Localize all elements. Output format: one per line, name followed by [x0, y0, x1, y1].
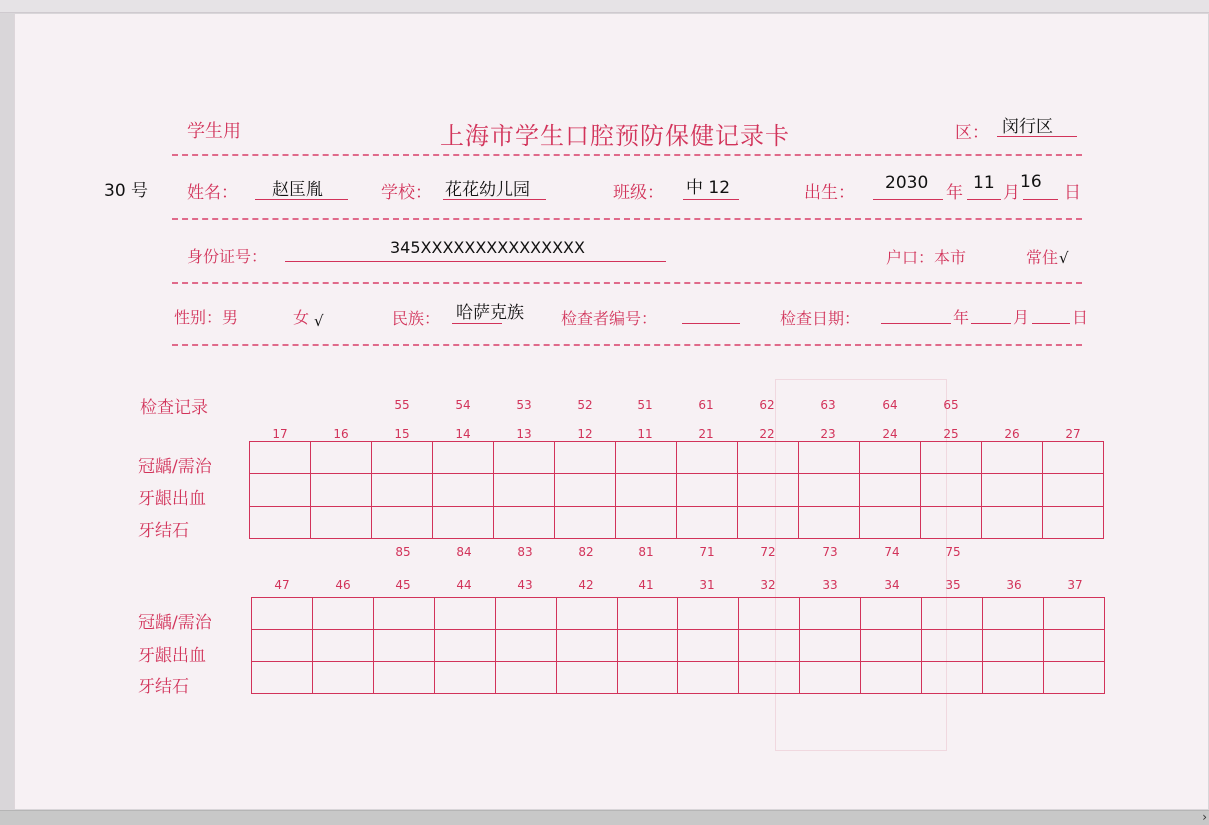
divider-3: [172, 282, 1082, 284]
lower-exam-grid: [251, 597, 1105, 694]
id-underline: [285, 261, 666, 262]
grid-cell[interactable]: [922, 598, 983, 630]
tooth-number: 47: [274, 578, 290, 592]
tooth-number: 85: [395, 545, 411, 559]
name-label: 姓名：: [187, 183, 238, 203]
tooth-number: 52: [577, 398, 593, 412]
tooth-number: 73: [822, 545, 838, 559]
grid-cell[interactable]: [373, 598, 434, 630]
exam-month-char: 月: [1013, 308, 1030, 327]
grid-cell[interactable]: [250, 474, 311, 506]
grid-cell[interactable]: [494, 506, 555, 538]
tooth-number: 75: [945, 545, 961, 559]
birth-day-char: 日: [1064, 183, 1081, 203]
ethnicity-value: 哈萨克族: [456, 303, 524, 323]
grid-cell[interactable]: [312, 630, 373, 662]
grid-cell[interactable]: [252, 662, 313, 694]
class-value: 中 12: [686, 178, 731, 198]
birth-label: 出生：: [804, 183, 855, 203]
ethnicity-label: 民族：: [392, 309, 441, 328]
birth-day: 16: [1020, 172, 1042, 192]
tooth-number: 32: [760, 578, 776, 592]
exam-year-underline: [881, 323, 951, 324]
tooth-number: 62: [759, 398, 775, 412]
grid-cell[interactable]: [860, 442, 921, 474]
grid-cell[interactable]: [311, 506, 372, 538]
grid-cell[interactable]: [617, 598, 678, 630]
tooth-number: 36: [1006, 578, 1022, 592]
id-value: 345XXXXXXXXXXXXXXX: [390, 238, 585, 257]
tooth-number: 33: [822, 578, 838, 592]
tooth-number: 64: [882, 398, 898, 412]
exam-day-char: 日: [1072, 308, 1089, 327]
grid-cell[interactable]: [860, 474, 921, 506]
class-underline: [683, 199, 739, 200]
grid-cell[interactable]: [861, 630, 922, 662]
grid-cell[interactable]: [372, 506, 433, 538]
tooth-number: 44: [456, 578, 472, 592]
grid-cell[interactable]: [982, 474, 1043, 506]
grid-cell[interactable]: [982, 506, 1043, 538]
grid-cell[interactable]: [555, 442, 616, 474]
grid-cell[interactable]: [921, 474, 982, 506]
grid-cell[interactable]: [617, 630, 678, 662]
tooth-number: 72: [760, 545, 776, 559]
gender-label: 性别：男: [174, 308, 239, 327]
birth-month-char: 月: [1003, 183, 1020, 203]
grid-cell[interactable]: [252, 598, 313, 630]
grid-cell[interactable]: [1043, 442, 1104, 474]
grid-cell[interactable]: [617, 662, 678, 694]
table-row: [250, 474, 1104, 506]
record-label: 检查记录: [140, 398, 208, 418]
tooth-number: 25: [943, 427, 959, 441]
tooth-number: 31: [699, 578, 715, 592]
grid-cell[interactable]: [921, 442, 982, 474]
tooth-number: 35: [945, 578, 961, 592]
examiner-underline: [682, 323, 740, 324]
tooth-number: 83: [517, 545, 533, 559]
birth-year-char: 年: [946, 183, 963, 203]
grid-cell[interactable]: [1043, 630, 1104, 662]
tooth-number: 54: [455, 398, 471, 412]
birth-month: 11: [973, 173, 995, 193]
grid-cell[interactable]: [555, 474, 616, 506]
grid-cell[interactable]: [372, 474, 433, 506]
grid-cell[interactable]: [678, 662, 739, 694]
hukou-resident: 常住: [1026, 248, 1059, 267]
grid-cell[interactable]: [738, 442, 799, 474]
grid-cell[interactable]: [433, 506, 494, 538]
grid-cell[interactable]: [434, 598, 495, 630]
grid-cell[interactable]: [677, 506, 738, 538]
grid-cell[interactable]: [434, 662, 495, 694]
upper-row-label-calculus: 牙结石: [138, 521, 189, 541]
tooth-number: 74: [884, 545, 900, 559]
school-value: 花花幼儿园: [445, 180, 530, 200]
grid-cell[interactable]: [861, 598, 922, 630]
grid-cell[interactable]: [678, 630, 739, 662]
tooth-number: 15: [394, 427, 410, 441]
grid-cell[interactable]: [250, 506, 311, 538]
tooth-number: 21: [698, 427, 714, 441]
grid-cell[interactable]: [861, 662, 922, 694]
grid-cell[interactable]: [677, 474, 738, 506]
tooth-number: 16: [333, 427, 349, 441]
class-label: 班级：: [613, 183, 664, 203]
grid-cell[interactable]: [800, 662, 861, 694]
divider-4: [172, 344, 1082, 346]
reverse-side-bleed: [775, 379, 947, 751]
grid-cell[interactable]: [616, 474, 677, 506]
grid-cell[interactable]: [252, 630, 313, 662]
divider-2: [172, 218, 1082, 220]
lower-row-label-calculus: 牙结石: [138, 677, 189, 697]
grid-cell[interactable]: [860, 506, 921, 538]
district-underline: [997, 136, 1077, 137]
grid-cell[interactable]: [556, 598, 617, 630]
grid-cell[interactable]: [799, 474, 860, 506]
tooth-number: 13: [516, 427, 532, 441]
grid-cell[interactable]: [495, 598, 556, 630]
grid-cell[interactable]: [312, 662, 373, 694]
grid-cell[interactable]: [250, 442, 311, 474]
grid-cell[interactable]: [800, 630, 861, 662]
birth-day-underline: [1023, 199, 1058, 200]
grid-cell[interactable]: [678, 598, 739, 630]
grid-cell[interactable]: [555, 506, 616, 538]
tooth-number: 22: [759, 427, 775, 441]
card-title: 上海市学生口腔预防保健记录卡: [440, 122, 790, 150]
grid-cell[interactable]: [799, 442, 860, 474]
grid-cell[interactable]: [311, 442, 372, 474]
hukou-label: 户口：本市: [886, 248, 967, 267]
tooth-number: 27: [1065, 427, 1081, 441]
tooth-number: 55: [394, 398, 410, 412]
name-underline: [255, 199, 348, 200]
grid-cell[interactable]: [311, 474, 372, 506]
ethnicity-underline: [452, 323, 502, 324]
exam-month-underline: [971, 323, 1011, 324]
grid-cell[interactable]: [738, 506, 799, 538]
grid-cell[interactable]: [739, 598, 800, 630]
tooth-number: 61: [698, 398, 714, 412]
tooth-number: 81: [638, 545, 654, 559]
table-row: [250, 506, 1104, 538]
grid-cell[interactable]: [739, 662, 800, 694]
grid-cell[interactable]: [1043, 506, 1104, 538]
grid-cell[interactable]: [495, 630, 556, 662]
gender-check: √: [314, 312, 324, 330]
tooth-number: 24: [882, 427, 898, 441]
exam-year-char: 年: [953, 308, 970, 327]
district-label: 区：: [955, 123, 989, 143]
grid-cell[interactable]: [922, 662, 983, 694]
id-label: 身份证号：: [187, 247, 268, 266]
tooth-number: 65: [943, 398, 959, 412]
gender-female: 女: [293, 308, 310, 327]
tooth-number: 14: [455, 427, 471, 441]
grid-cell[interactable]: [677, 442, 738, 474]
tooth-number: 45: [395, 578, 411, 592]
grid-cell[interactable]: [982, 442, 1043, 474]
examiner-label: 检查者编号：: [561, 309, 658, 328]
tooth-number: 42: [578, 578, 594, 592]
tooth-number: 46: [335, 578, 351, 592]
hukou-check: √: [1059, 249, 1069, 267]
table-row: [252, 630, 1105, 662]
record-card: [14, 14, 1208, 809]
name-value: 赵匡胤: [272, 180, 323, 200]
exam-date-label: 检查日期：: [780, 309, 861, 328]
grid-cell[interactable]: [800, 598, 861, 630]
grid-cell[interactable]: [373, 630, 434, 662]
lower-row-label-bleeding: 牙龈出血: [138, 646, 206, 666]
birth-year: 2030: [885, 173, 929, 193]
grid-cell[interactable]: [738, 474, 799, 506]
district-value: 闵行区: [1002, 117, 1053, 137]
exam-day-underline: [1032, 323, 1070, 324]
table-row: [252, 662, 1105, 694]
lower-row-label-caries: 冠龋/需治: [138, 613, 212, 633]
tooth-number: 23: [820, 427, 836, 441]
grid-cell[interactable]: [312, 598, 373, 630]
grid-cell[interactable]: [556, 630, 617, 662]
grid-cell[interactable]: [921, 506, 982, 538]
grid-cell[interactable]: [433, 442, 494, 474]
tooth-number: 37: [1067, 578, 1083, 592]
tooth-number: 71: [699, 545, 715, 559]
grid-cell[interactable]: [739, 630, 800, 662]
grid-cell[interactable]: [494, 442, 555, 474]
grid-cell[interactable]: [922, 630, 983, 662]
grid-cell[interactable]: [1043, 474, 1104, 506]
grid-cell[interactable]: [983, 598, 1044, 630]
grid-cell[interactable]: [494, 474, 555, 506]
table-row: [250, 442, 1104, 474]
grid-cell[interactable]: [372, 442, 433, 474]
number-note: 30 号: [104, 181, 149, 201]
upper-row-label-bleeding: 牙龈出血: [138, 489, 206, 509]
grid-cell[interactable]: [556, 662, 617, 694]
tooth-number: 41: [638, 578, 654, 592]
birth-month-underline: [967, 199, 1001, 200]
tooth-number: 17: [272, 427, 288, 441]
school-underline: [443, 199, 546, 200]
upper-exam-grid: [249, 441, 1104, 539]
grid-cell[interactable]: [434, 630, 495, 662]
upper-row-label-caries: 冠龋/需治: [138, 457, 212, 477]
top-page-edge: [0, 0, 1209, 13]
grid-cell[interactable]: [1043, 598, 1104, 630]
birth-year-underline: [873, 199, 943, 200]
scroll-right-icon[interactable]: ›: [1202, 810, 1207, 824]
grid-cell[interactable]: [983, 630, 1044, 662]
tooth-number: 26: [1004, 427, 1020, 441]
tooth-number: 12: [577, 427, 593, 441]
tooth-number: 11: [637, 427, 653, 441]
divider-1: [172, 154, 1082, 156]
table-row: [252, 598, 1105, 630]
grid-cell[interactable]: [433, 474, 494, 506]
grid-cell[interactable]: [616, 442, 677, 474]
tooth-number: 63: [820, 398, 836, 412]
school-label: 学校：: [381, 183, 432, 203]
usage-label: 学生用: [187, 121, 241, 142]
tooth-number: 51: [637, 398, 653, 412]
grid-cell[interactable]: [799, 506, 860, 538]
grid-cell[interactable]: [983, 662, 1044, 694]
grid-cell[interactable]: [616, 506, 677, 538]
tooth-number: 82: [578, 545, 594, 559]
tooth-number: 43: [517, 578, 533, 592]
horizontal-scrollbar[interactable]: [0, 810, 1209, 825]
tooth-number: 84: [456, 545, 472, 559]
tooth-number: 53: [516, 398, 532, 412]
tooth-number: 34: [884, 578, 900, 592]
grid-cell[interactable]: [495, 662, 556, 694]
grid-cell[interactable]: [373, 662, 434, 694]
grid-cell[interactable]: [1043, 662, 1104, 694]
